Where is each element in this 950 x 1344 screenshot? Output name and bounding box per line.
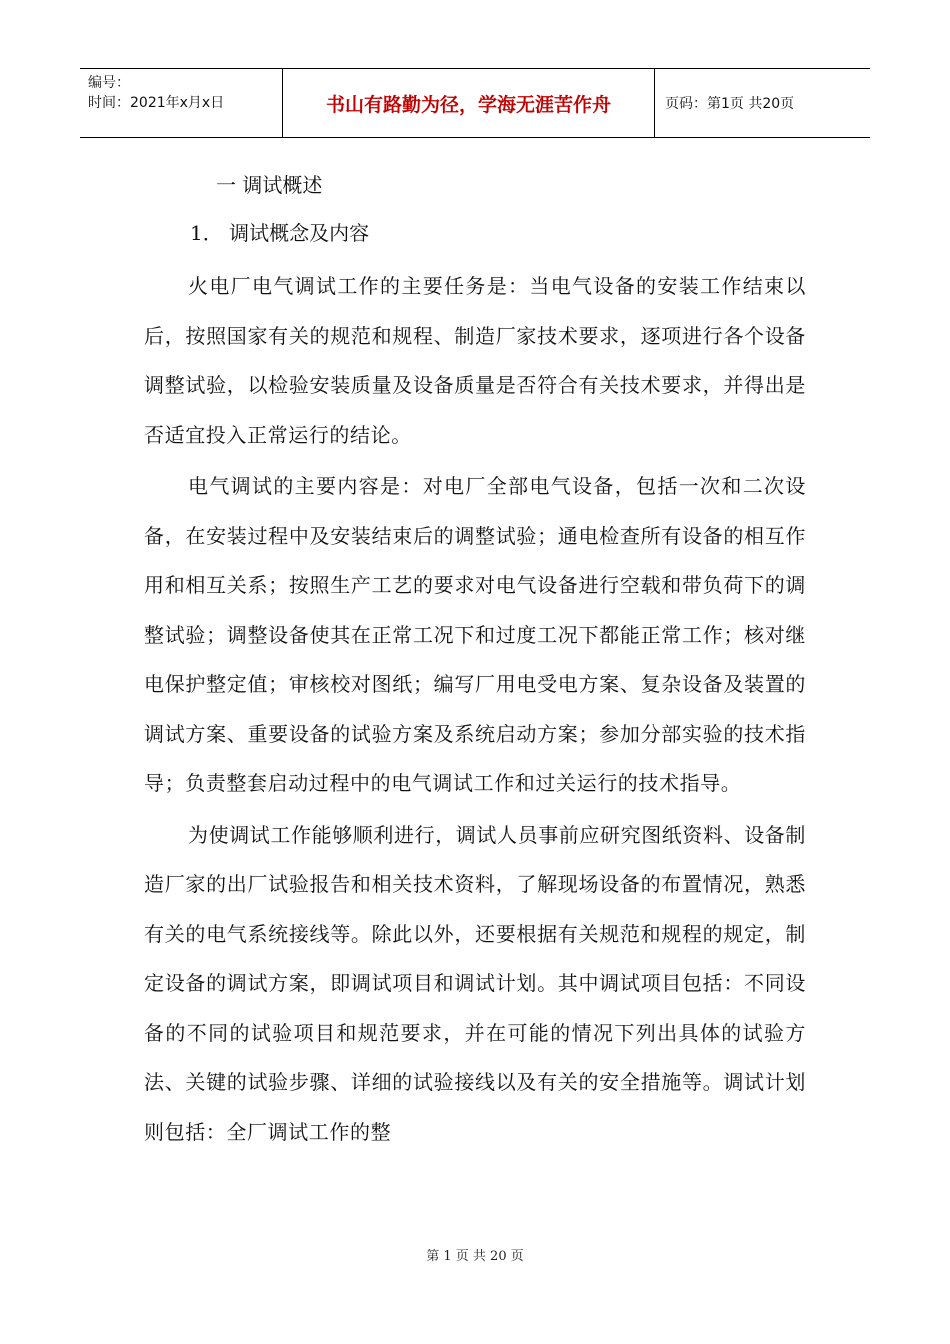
document-body [144, 166, 806, 1159]
paragraph-3: 为使调试工作能够顺利进行，调试人员事前应研究图纸资料、设备制造厂家的出厂试验报告和相关技术资料，了解现场设备的布置情况，熟悉有关的电气系统接线等。除此以外，还要根据有关规范和规程的规定，制定设备的调试方案，即调试项目和调试计划。其中调试项目包括：不同设备的不同的试验项目和规范要求，并在可能的情况下列出具体的试验方法、关键的试验步骤、详细的试验接线以及有关的安全措施等。调试计划则包括：全厂调试工作的整 [144, 822, 806, 1144]
paragraph-1: 火电厂电气调试工作的主要任务是：当电气设备的安装工作结束以后，按照国家有关的规范和规程、制造厂家技术要求，逐项进行各个设备调整试验，以检验安装质量及设备质量是否符合有关技术要求，并得出是否适宜投入正常运行的结论。 [144, 274, 806, 447]
header-meta [80, 69, 283, 137]
header-page-info: 页码：第1页 共20页 [665, 96, 795, 112]
number-label: 编号： [88, 75, 130, 91]
time-label: 时间：2021年x月x日 [88, 95, 225, 111]
page-footer: 第 1 页 共 20 页 [426, 1249, 524, 1264]
document-header [80, 68, 870, 138]
header-motto: 书山有路勤为径，学海无涯苦作舟 [283, 69, 655, 137]
section-title: 一 调试概述 [216, 173, 323, 197]
subsection-title: 1． 调试概念及内容 [190, 221, 370, 245]
paragraph-2: 电气调试的主要内容是：对电厂全部电气设备，包括一次和二次设备，在安装过程中及安装结束后的调整试验；通电检查所有设备的相互作用和相互关系；按照生产工艺的要求对电气设备进行空载和带负荷下的调整试验；调整设备使其在正常工况下和过度工况下都能正常工作；核对继电保护整定值；审核校对图纸；编写厂用电受电方案、复杂设备及装置的调试方案、重要设备的试验方案及系统启动方案；参加分部实验的技术指导；负责整套启动过程中的电气调试工作和过关运行的技术指导。 [144, 474, 806, 795]
